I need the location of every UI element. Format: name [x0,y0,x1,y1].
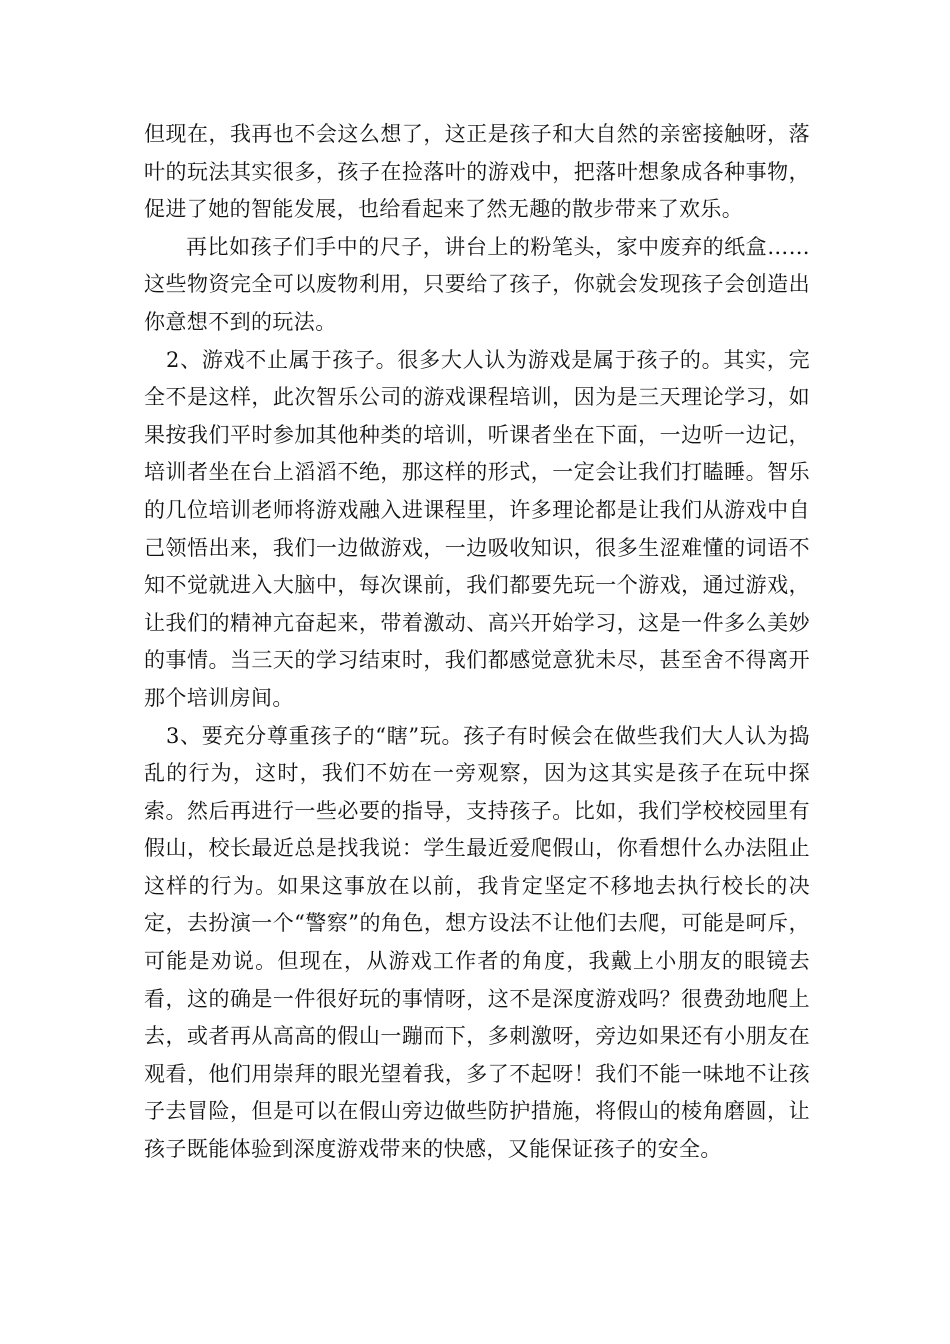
document-page [144,116,810,1169]
paragraph-point-2: 2、游戏不止属于孩子。很多大人认为游戏是属于孩子的。其实，完全不是这样，此次智乐公司的游戏课程培训，因为是三天理论学习，如果按我们平时参加其他种类的培训，听课者坐在下面，一边听一边记，培训者坐在台上滔滔不绝，那这样的形式，一定会让我们打瞌睡。智乐的几位培训老师将游戏融入进课程里，许多理论都是让我们从游戏中自己领悟出来，我们一边做游戏，一边吸收知识，很多生涩难懂的词语不知不觉就进入大脑中，每次课前，我们都要先玩一个游戏，通过游戏，让我们的精神亢奋起来，带着激动、高兴开始学习，这是一件多么美妙的事情。当三天的学习结束时，我们都感觉意犹未尽，甚至舍不得离开那个培训房间。 [144,347,810,710]
paragraph-waste-materials: 再比如孩子们手中的尺子，讲台上的粉笔头，家中废弃的纸盒……这些物资完全可以废物利用，只要给了孩子，你就会发现孩子会创造出你意想不到的玩法。 [144,234,810,334]
paragraph-leaves-continuation: 但现在，我再也不会这么想了，这正是孩子和大自然的亲密接触呀，落叶的玩法其实很多，孩子在捡落叶的游戏中，把落叶想象成各种事物，促进了她的智能发展，也给看起来了然无趣的散步带来了欢乐。 [144,122,810,222]
paragraph-point-3: 3、要充分尊重孩子的“瞎”玩。孩子有时候会在做些我们大人认为捣乱的行为，这时，我们不妨在一旁观察，因为这其实是孩子在玩中探索。然后再进行一些必要的指导，支持孩子。比如，我们学校校园里有假山，校长最近总是找我说：学生最近爱爬假山，你看想什么办法阻止这样的行为。如果这事放在以前，我肯定坚定不移地去执行校长的决定，去扮演一个“警察”的角色，想方设法不让他们去爬，可能是呵斥，可能是劝说。但现在，从游戏工作者的角度，我戴上小朋友的眼镜去看，这的确是一件很好玩的事情呀，这不是深度游戏吗？很费劲地爬上去，或者再从高高的假山一蹦而下，多刺激呀，旁边如果还有小朋友在观看，他们用崇拜的眼光望着我，多了不起呀！我们不能一味地不让孩子去冒险，但是可以在假山旁边做些防护措施，将假山的棱角磨圆，让孩子既能体验到深度游戏带来的快感，又能保证孩子的安全。 [144,723,810,1162]
